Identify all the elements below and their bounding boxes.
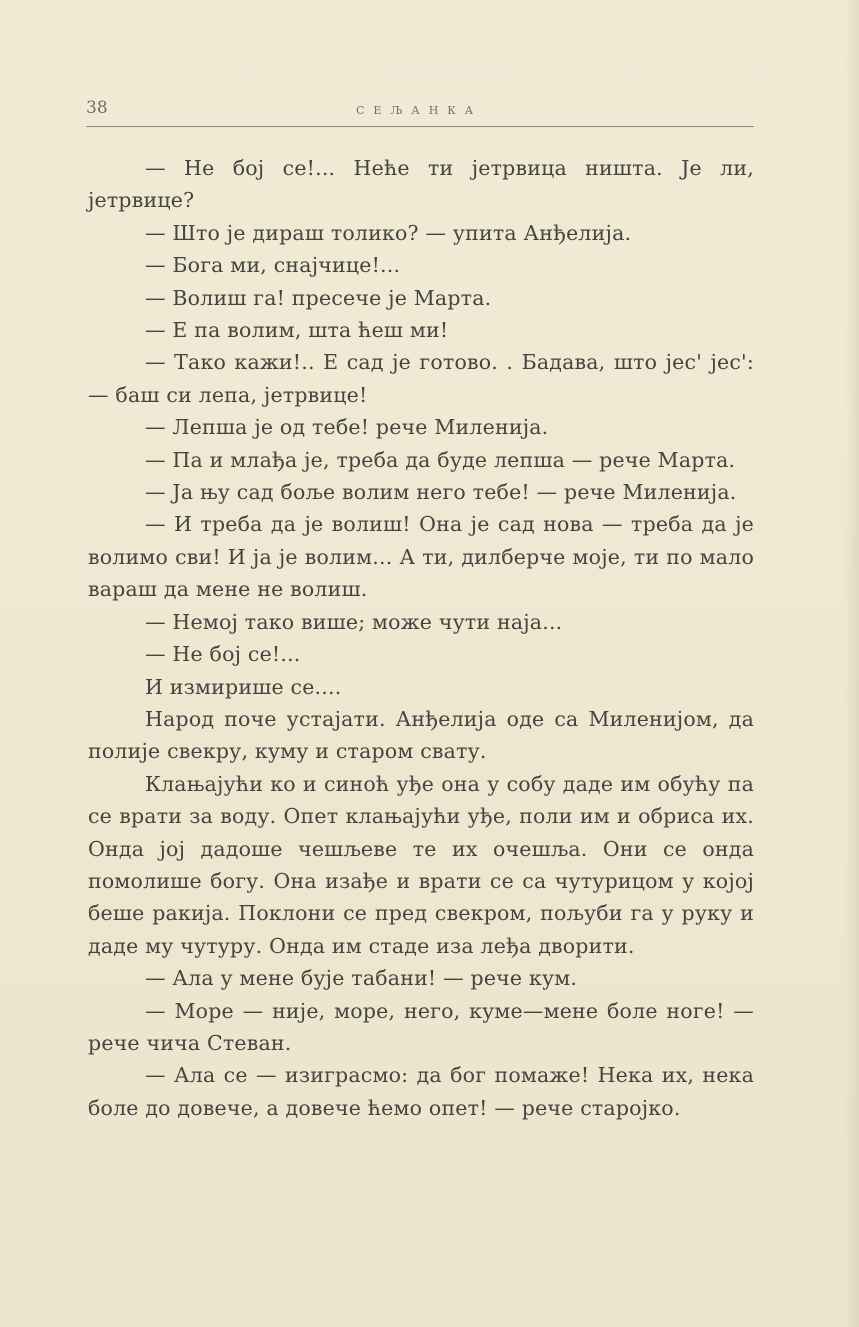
body-text — [88, 152, 754, 1124]
paragraph: — Па и млађа је, треба да буде лепша — рече Марта. — [145, 447, 736, 472]
paragraph: — Што је дираш толико? — упита Анђелија. — [145, 220, 632, 245]
paragraph: — Ја њу сад боље волим него тебе! — рече Миленија. — [145, 480, 737, 505]
paragraph: Клањајући ко и синоћ уђе она у собу даде им обућу па се врати за воду. Опет клањајући уђе, поли им и обриса их. Онда јој дадоше чешљеве те их очешља. Они се онда помолише богу. Она изађе и врати се са чутурицом у којој беше ракија. Поклони се пред свекром, пољуби га у руку и даде му чутуру. Онда им стаде иза леђа дворити. — [88, 771, 754, 958]
paragraph: — Ала се — изиграсмо: да бог помаже! Нека их, нека боле до довече, а довече ћемо опет! — рече старојко. — [88, 1063, 754, 1120]
paragraph: — И треба да је волиш! Она је сад нова — треба да је волимо сви! И ја је волим... А ти, дилберче моје, ти по мало вараш да мене не волиш. — [88, 512, 754, 602]
paragraph: — Не бој се!... Неће ти јетрвица ништа. Је ли, јетрвице? — [88, 156, 754, 213]
paragraph: — Бога ми, снајчице!... — [145, 253, 401, 278]
paragraph: — Лепша је од тебе! рече Миленија. — [145, 415, 549, 440]
paragraph: — Море — није, море, него, куме—мене боле ноге! — рече чича Стеван. — [88, 998, 754, 1055]
running-title: СЕЉАНКА — [356, 104, 483, 117]
page-number: 38 — [86, 98, 108, 118]
paragraph: — Е па волим, шта ћеш ми! — [145, 318, 449, 343]
paragraph: — Не бој се!... — [145, 642, 301, 667]
page-header — [86, 98, 754, 127]
page-edge-shadow — [845, 0, 859, 1327]
paragraph: И измирише се.... — [145, 674, 342, 699]
paragraph: — Волиш га! пресече је Марта. — [145, 285, 492, 310]
paragraph: — Ала у мене бује табани! — рече кум. — [145, 966, 578, 991]
paragraph: Народ поче устајати. Анђелија оде са Миленијом, да полије свекру, куму и старом свату. — [88, 706, 754, 764]
paragraph: — Немој тако више; може чути нaја... — [145, 609, 563, 634]
paragraph: — Тако кажи!.. Е сад је готово. . Бадава, што јес' јес': — баш си лепа, јетрвице! — [88, 350, 754, 407]
